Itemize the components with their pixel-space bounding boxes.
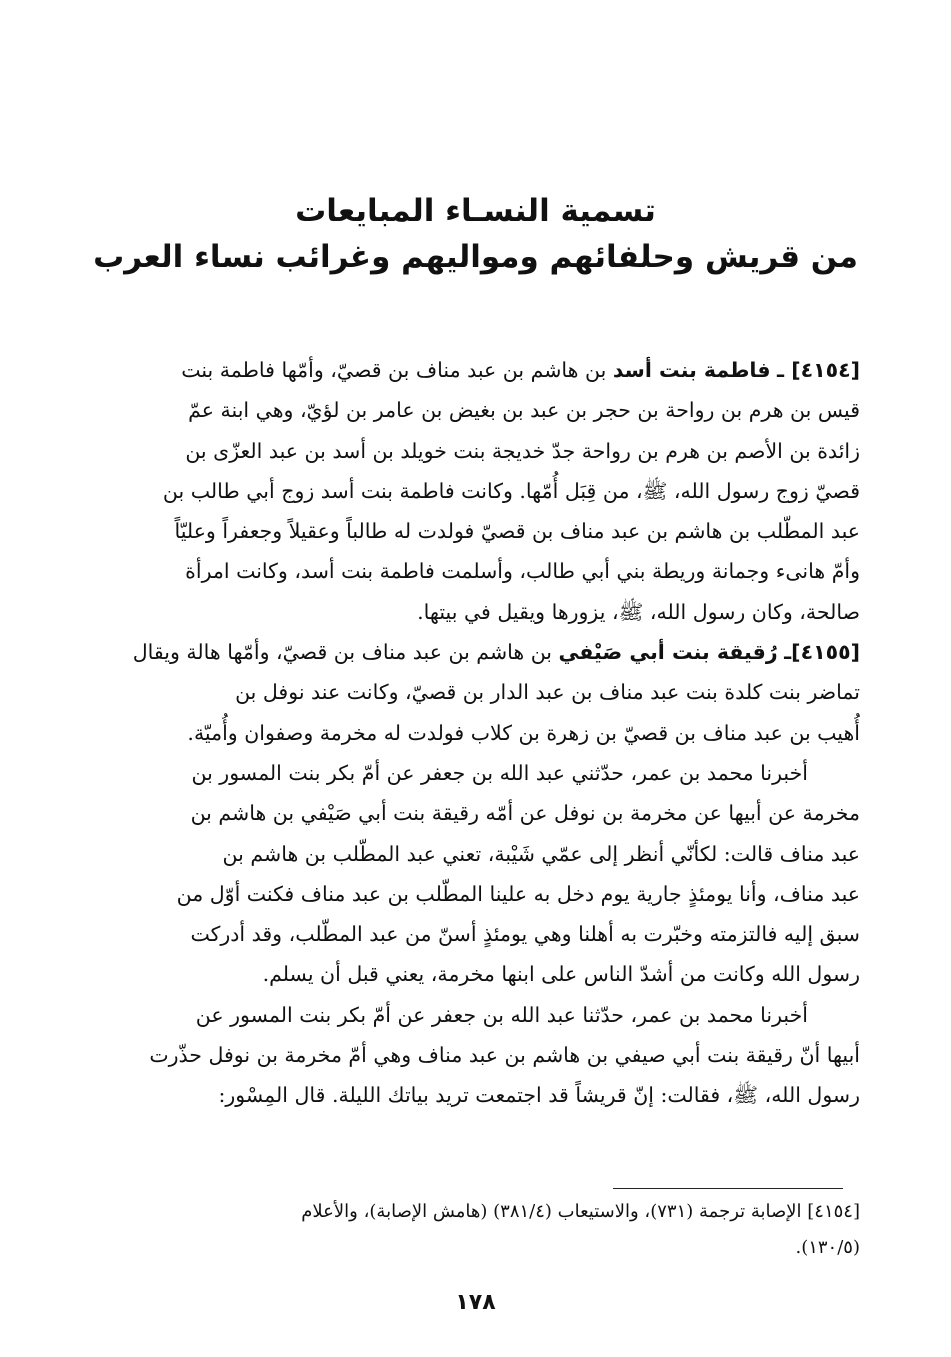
- paragraph-2-line-2: أبيها أنّ رقيقة بنت أبي صيفي بن هاشم بن عبد مناف وهي أمّ مخرمة بن نوفل حذّرت: [149, 1043, 860, 1068]
- entry-number: [٤١٥٥]ـ: [784, 640, 860, 665]
- paragraph-1-line-6: رسول الله وكانت من أشدّ الناس على ابنها مخرمة، يعني قبل أن يسلم.: [262, 962, 860, 987]
- footnote-line-1: [٤١٥٤] الإصابة ترجمة (٧٣١)، والاستيعاب (٣٨١/٤) (هامش الإصابة)، والأعلام: [301, 1201, 860, 1222]
- paragraph-1-line-3: عبد مناف قالت: لكأنّي أنظر إلى عمّي شَيْبة، تعني عبد المطّلب بن هاشم بن: [222, 841, 860, 866]
- paragraph-1-line-4: عبد مناف، وأنا يومئذٍ جارية يوم دخل به علينا المطّلب بن عبد مناف فكنت أوّل من: [176, 881, 860, 906]
- entry-4154-line-6: وأمّ هانىء وجمانة وريطة بني أبي طالب، وأسلمت فاطمة بنت أسد، وكانت امرأة: [185, 559, 860, 584]
- entry-4154-line-5: عبد المطّلب بن هاشم بن عبد مناف بن قصيّ فولدت له طالباً وعقيلاً وجعفراً وعليّاً: [174, 519, 860, 544]
- footnote-divider: [613, 1188, 843, 1189]
- entry-4155-line-3: أُهيب بن عبد مناف بن قصيّ بن زهرة بن كلاب فولدت له مخرمة وصفوان وأُميّة.: [187, 720, 860, 745]
- page-number: ١٧٨: [455, 1290, 496, 1315]
- entry-number: [٤١٥٤] ـ: [777, 358, 860, 382]
- paragraph-1-line-1: أخبرنا محمد بن عمر، حدّثني عبد الله بن جعفر عن أمّ بكر بنت المسور بن: [191, 760, 808, 785]
- footnote-line-2: (١٣٠/٥).: [795, 1237, 860, 1258]
- entry-4154-line-1: [108, 350, 860, 390]
- chapter-title-line-1: تسمية النسـاء المبايعات: [295, 193, 656, 229]
- entry-text: بن هاشم بن عبد مناف بن قصيّ، وأمّها فاطمة بنت: [181, 358, 607, 382]
- entry-4155-line-2: تماضر بنت كلدة بنت عبد مناف بن عبد الدار بن قصيّ، وكانت عند نوفل بن: [235, 680, 860, 705]
- chapter-title-line-2: من قريش وحلفائهم ومواليهم وغرائب نساء العرب: [93, 239, 858, 275]
- entry-name: فاطمة بنت أسد: [612, 358, 771, 382]
- entry-4154-line-4: قصيّ زوج رسول الله، ﷺ، من قِبَل أُمّها. وكانت فاطمة بنت أسد زوج أبي طالب بن: [162, 478, 860, 503]
- paragraph-2-line-3: رسول الله، ﷺ، فقالت: إنّ قريشاً قد اجتمعت تريد بياتك الليلة. قال المِسْور:: [218, 1083, 860, 1108]
- paragraph-1-line-5: سبق إليه فالتزمته وخبّرت به أهلنا وهي يومئذٍ أسنّ من عبد المطّلب، وقد أدركت: [190, 922, 860, 947]
- entry-name: رُقيقة بنت أبي صَيْفي: [558, 640, 778, 665]
- footnotes: [108, 1194, 860, 1266]
- entry-4154-line-7: صالحة، وكان رسول الله، ﷺ، يزورها ويقيل في بيتها.: [417, 599, 860, 624]
- entry-4154-line-3: زائدة بن الأصم بن هرم بن رواحة جدّ خديجة بنت خويلد بن أسد بن عبد العزّى بن: [185, 438, 860, 463]
- entry-4154-line-2: قيس بن هرم بن رواحة بن حجر بن عبد بن بغيض بن عامر بن لؤيّ، وهي ابنة عمّ: [188, 398, 860, 423]
- paragraph-2-line-1: أخبرنا محمد بن عمر، حدّثنا عبد الله بن جعفر عن أمّ بكر بنت المسور عن: [195, 1002, 808, 1027]
- entry-text: بن هاشم بن عبد مناف بن قصيّ، وأمّها هالة ويقال: [132, 640, 553, 665]
- entry-4155-line-1: [108, 632, 860, 672]
- body-text: [108, 350, 860, 1116]
- paragraph-1-line-2: مخرمة عن أبيها عن مخرمة بن نوفل عن أمّه رقيقة بنت أبي صَيْفي بن هاشم بن: [190, 801, 860, 826]
- chapter-title: [0, 188, 951, 280]
